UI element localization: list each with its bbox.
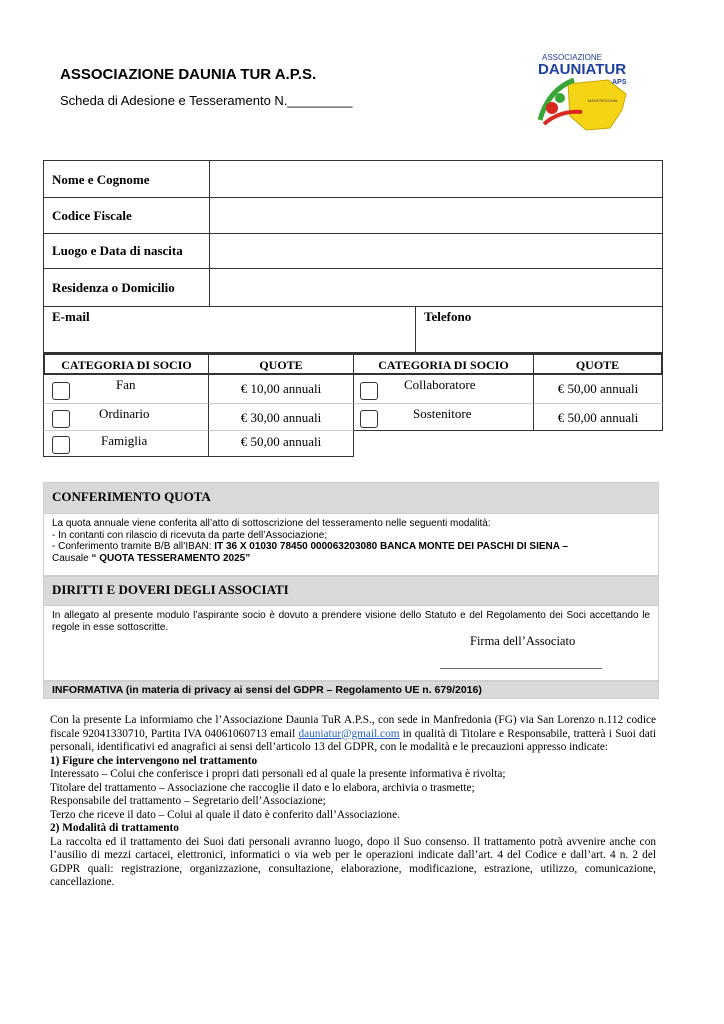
conferimento-line-1: La quota annuale viene conferita all’atto di sottoscrizione del tesseramento nelle seguenti modalità: xyxy=(52,518,491,529)
label-birth: Luogo e Data di nascita xyxy=(52,243,183,258)
section-informativa-header xyxy=(43,681,659,699)
input-birth[interactable] xyxy=(209,234,662,268)
membership-category-table xyxy=(43,353,663,458)
checkbox-sostenitore[interactable] xyxy=(360,410,378,428)
row-contacts xyxy=(44,307,662,353)
label-email: E-mail xyxy=(52,309,90,324)
row-tax-code xyxy=(44,198,662,234)
conferimento-line-3: - Conferimento tramite B/B all’IBAN: IT 36 X 01030 78450 000063203080 BANCA MONTE DEI PASCHI DI SIENA – xyxy=(52,541,568,552)
section-diritti-title: DIRITTI E DOVERI DEGLI ASSOCIATI xyxy=(52,582,289,597)
svg-text:MANFREDONIA: MANFREDONIA xyxy=(588,98,618,103)
form-subtitle: Scheda di Adesione e Tesseramento N._________ xyxy=(60,93,353,108)
row-name xyxy=(44,161,662,198)
category-famiglia xyxy=(43,431,209,457)
s1-line-3: Responsabile del trattamento – Segretario dell’Associazione; xyxy=(50,795,326,807)
section-diritti-body xyxy=(43,606,659,681)
signature-line[interactable]: ___________________________ xyxy=(440,656,602,670)
category-sostenitore-label: Sostenitore xyxy=(413,406,472,421)
header-quote-left: QUOTE xyxy=(209,353,354,375)
diritti-text: In allegato al presente modulo l’aspirante socio è dovuto a prendere visione dello Statuto e del Regolamento dei Soci accettando le regole in esse sottoscritte. xyxy=(52,610,650,633)
label-tax-code: Codice Fiscale xyxy=(52,208,132,223)
s2-title: 2) Modalità di trattamento xyxy=(50,822,179,834)
svg-text:ASSOCIAZIONE: ASSOCIAZIONE xyxy=(542,53,603,62)
quote-sostenitore: € 50,00 annuali xyxy=(534,404,663,431)
input-tax-code[interactable] xyxy=(209,198,662,233)
header-quote-right: QUOTE xyxy=(534,353,663,375)
svg-text:APS: APS xyxy=(612,79,627,86)
quote-collaboratore: € 50,00 annuali xyxy=(534,375,663,404)
s1-title: 1) Figure che intervengono nel trattamento xyxy=(50,754,258,767)
iban: IT 36 X 01030 78450 000063203080 BANCA MONTE DEI PASCHI DI SIENA – xyxy=(214,541,568,552)
category-fan-label: Fan xyxy=(116,377,136,392)
informativa-body xyxy=(50,714,656,890)
conferimento-line-4: Causale “ QUOTA TESSERAMENTO 2025” xyxy=(52,552,251,564)
category-fan xyxy=(43,375,209,404)
header-category-right: CATEGORIA DI SOCIO xyxy=(354,353,534,375)
section-conferimento-body xyxy=(43,514,659,576)
signature-label: Firma dell’Associato xyxy=(470,634,576,648)
association-logo xyxy=(530,50,640,132)
input-residence[interactable] xyxy=(209,269,662,306)
section-conferimento-header xyxy=(43,482,659,514)
svg-text:DAUNIATUR: DAUNIATUR xyxy=(538,61,627,78)
checkbox-ordinario[interactable] xyxy=(52,410,70,428)
contact-divider xyxy=(415,307,416,353)
input-name[interactable] xyxy=(209,161,662,197)
category-famiglia-label: Famiglia xyxy=(101,433,148,448)
label-name: Nome e Cognome xyxy=(52,172,150,187)
section-informativa-title: INFORMATIVA (in materia di privacy ai sensi del GDPR – Regolamento UE n. 679/2016) xyxy=(52,684,482,696)
s1-line-1: Interessato – Colui che conferisce i propri dati personali ed al quale la presente informativa è rivolta; xyxy=(50,768,506,780)
s2-text: La raccolta ed il trattamento dei Suoi dati personali avranno luogo, dopo il Suo consenso. Il trattamento potrà avvenire anche con l’ausilio di mezzi cartacei, elettronici, informatici o via web per le operazioni indicate dall’art. 4 del Codice e dall’art. 4 n. 2 del GDPR quali: registrazione, organizzazione, consultazione, elaborazione, modificazione, estrazione, utilizzo, comunicazione, cancellazione. xyxy=(50,835,656,888)
section-conferimento-title: CONFERIMENTO QUOTA xyxy=(52,489,211,504)
quote-fan: € 10,00 annuali xyxy=(209,375,354,404)
quote-famiglia: € 50,00 annuali xyxy=(209,431,354,457)
personal-data-table xyxy=(43,160,663,353)
row-residence xyxy=(44,269,662,307)
section-diritti-header xyxy=(43,576,659,606)
s1-line-2: Titolare del trattamento – Associazione che raccoglie il dato e lo elabora, archivia o trasmette; xyxy=(50,781,475,794)
conferimento-line-2: - In contanti con rilascio di ricevuta da parte dell’Associazione; xyxy=(52,529,328,541)
category-sostenitore xyxy=(354,404,534,431)
s1-line-4: Terzo che riceve il dato – Colui al quale il dato è conferito dall’Associazione. xyxy=(50,808,400,821)
label-phone: Telefono xyxy=(424,309,472,324)
category-collaboratore-label: Collaboratore xyxy=(404,377,476,392)
checkbox-famiglia[interactable] xyxy=(52,436,70,454)
category-ordinario-label: Ordinario xyxy=(99,406,150,421)
informativa-intro: Con la presente La informiamo che l’Associazione Daunia TuR A.P.S., con sede in Manfredonia (FG) via San Lorenzo n.112 codice fiscale 92041330710, Partita IVA 04061060713 email dauniatur@gmail.com in qualità di Titolare e Responsabile, tratterà i Suoi dati personali, identificativi ed anagrafici ai sensi dell’articolo 13 del GDPR, con le modalità e le precauzioni appresso indicate: xyxy=(50,714,656,753)
email-link[interactable]: dauniatur@gmail.com xyxy=(298,727,400,740)
checkbox-collaboratore[interactable] xyxy=(360,382,378,400)
quote-ordinario: € 30,00 annuali xyxy=(209,404,354,431)
header-category-left: CATEGORIA DI SOCIO xyxy=(43,353,209,375)
causale: “ QUOTA TESSERAMENTO 2025” xyxy=(91,552,251,564)
category-ordinario xyxy=(43,404,209,431)
row-birth xyxy=(44,234,662,269)
checkbox-fan[interactable] xyxy=(52,382,70,400)
category-collaboratore xyxy=(354,375,534,404)
org-title: ASSOCIAZIONE DAUNIA TUR A.P.S. xyxy=(60,66,317,83)
label-residence: Residenza o Domicilio xyxy=(52,280,175,295)
